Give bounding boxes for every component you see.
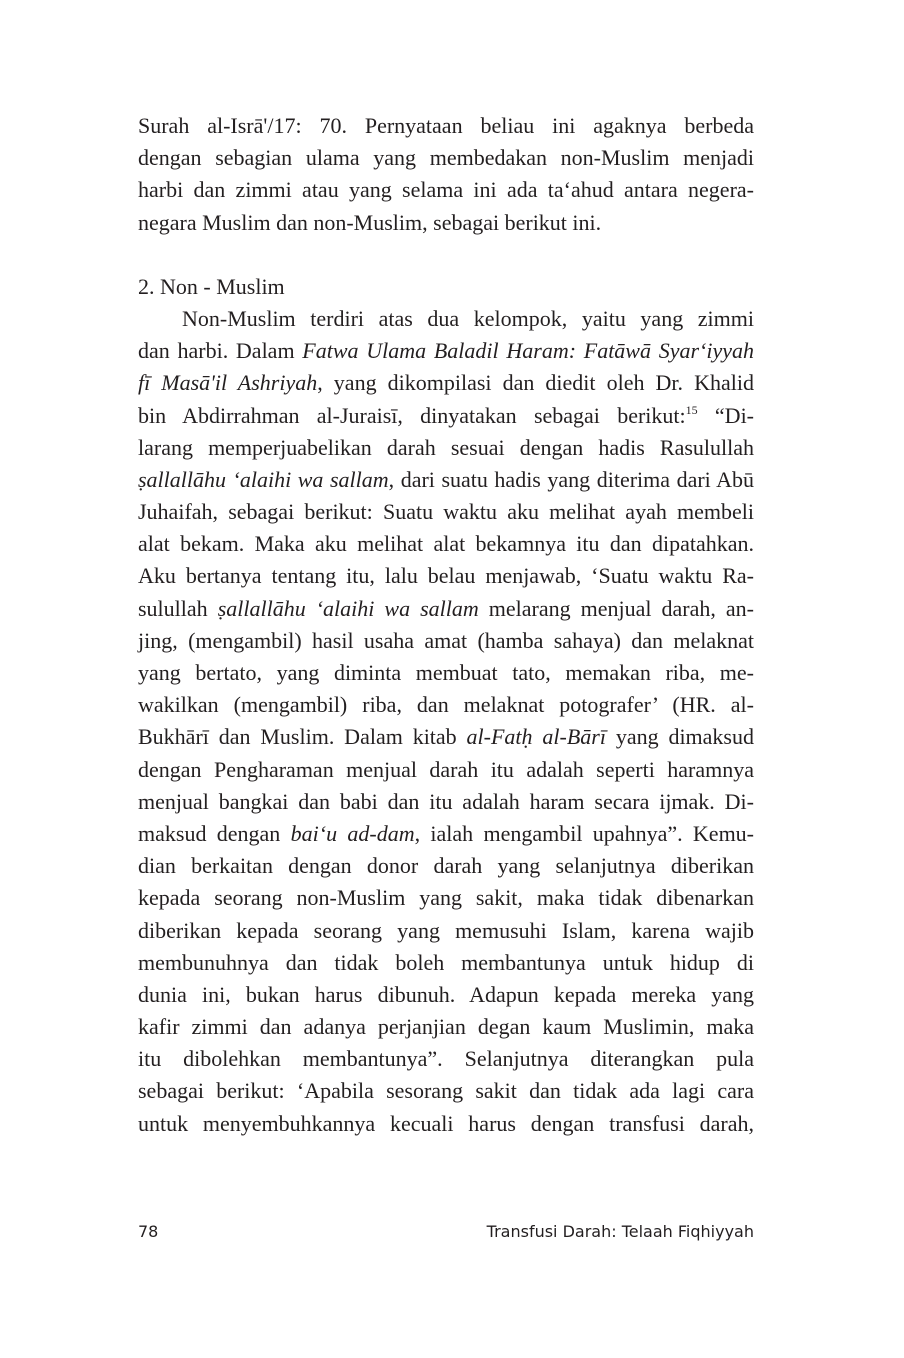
text-line — [138, 721, 754, 753]
text-line: sebagai berikut: ‘Apabila sesorang sakit dan tidak ada lagi cara — [138, 1078, 754, 1104]
text-run: Bukhārī dan Muslim. Dalam kitab — [138, 724, 467, 750]
text-line: Juhaifah, sebagai berikut: Suatu waktu aku melihat ayah membeli — [138, 499, 754, 525]
text-line: Surah al-Isrā'/17: 70. Pernyataan beliau ini agaknya berbeda — [138, 113, 754, 138]
paragraph-main — [138, 303, 754, 1140]
text-line: kafir zimmi dan adanya perjanjian degan kaum Muslimin, maka — [138, 1014, 754, 1040]
text-line: diberikan kepada seorang yang memusuhi Islam, karena wajib — [138, 917, 754, 943]
text-run: , ialah mengambil upahnya”. Kemu- — [414, 820, 755, 846]
term-italic: bai‘u ad-dam — [290, 820, 415, 846]
page-body — [138, 110, 754, 1140]
text-line: itu dibolehkan membantunya”. Selanjutnya diterangkan pula — [138, 1046, 754, 1072]
text-line: dian berkaitan dengan donor darah yang selanjutnya diberikan — [138, 853, 754, 879]
footnote-reference: 15 — [685, 402, 698, 417]
text-line: untuk menyembuhkannya kecuali harus dengan transfusi darah, — [138, 1110, 754, 1136]
text-run: “Di- — [697, 402, 755, 428]
spacer — [138, 239, 754, 271]
text-line: dunia ini, bukan harus dibunuh. Adapun kepada mereka yang — [138, 981, 754, 1007]
honorific-italic: ṣallallāhu ‘alaihi wa sallam — [138, 466, 389, 492]
text-line: dengan sebagian ulama yang membedakan non-Muslim menjadi — [138, 145, 754, 171]
text-line: Non-Muslim terdiri atas dua kelompok, yaitu yang zimmi — [182, 305, 754, 331]
text-run: , yang dikompilasi dan diedit oleh Dr. Khalid — [317, 370, 754, 396]
text-line — [138, 335, 754, 367]
text-line: harbi dan zimmi atau yang selama ini ada ta‘ahud antara negera- — [138, 177, 754, 203]
page-number: 78 — [138, 1222, 159, 1241]
text-line: membunuhnya dan tidak boleh membantunya untuk hidup di — [138, 949, 754, 975]
book-title-italic: al-Fatḥ al-Bārī — [466, 724, 606, 750]
paragraph-continuation — [138, 110, 754, 239]
running-title: Transfusi Darah: Telaah Fiqhiyyah — [486, 1222, 754, 1241]
text-line: wakilkan (mengambil) riba, dan melaknat potografer’ (HR. al- — [138, 692, 754, 718]
text-line: negara Muslim dan non-Muslim, sebagai berikut ini. — [138, 209, 602, 235]
text-line: alat bekam. Maka aku melihat alat bekamnya itu dan dipatahkan. — [138, 531, 754, 557]
section-heading: 2. Non - Muslim — [138, 273, 285, 299]
text-line — [138, 593, 754, 625]
text-line — [138, 400, 754, 432]
text-run: dan harbi. Dalam — [138, 338, 303, 364]
text-run: melarang menjual darah, an- — [478, 595, 754, 621]
text-run: bin Abdirrahman al-Juraisī, dinyatakan sebagai berikut: — [138, 402, 686, 428]
text-line — [138, 818, 754, 850]
text-line: Aku bertanya tentang itu, lalu belau menjawab, ‘Suatu waktu Ra- — [138, 563, 754, 589]
book-title-italic: fī Masā'il Ashriyah — [138, 370, 318, 396]
text-line: jing, (mengambil) hasil usaha amat (hamba sahaya) dan melaknat — [138, 627, 754, 653]
text-line — [138, 464, 754, 496]
text-line: kepada seorang non-Muslim yang sakit, maka tidak dibenarkan — [138, 885, 754, 911]
text-run: yang dimaksud — [605, 724, 754, 750]
text-run: sulullah — [138, 595, 218, 621]
book-title-italic: Fatwa Ulama Baladil Haram: Fatāwā Syar‘iyyah — [302, 338, 754, 364]
text-run: maksud dengan — [138, 820, 291, 846]
text-line: yang bertato, yang diminta membuat tato, memakan riba, me- — [138, 660, 754, 685]
text-line — [138, 367, 754, 399]
text-line: larang memperjuabelikan darah sesuai dengan hadis Rasulullah — [138, 434, 754, 460]
text-line: menjual bangkai dan babi dan itu adalah haram secara ijmak. Di- — [138, 788, 754, 814]
text-line: dengan Pengharaman menjual darah itu adalah seperti haramnya — [138, 756, 754, 782]
page-footer — [138, 1222, 754, 1246]
text-run: , dari suatu hadis yang diterima dari Abū — [388, 466, 754, 492]
honorific-italic: ṣallallāhu ‘alaihi wa sallam — [217, 595, 479, 621]
